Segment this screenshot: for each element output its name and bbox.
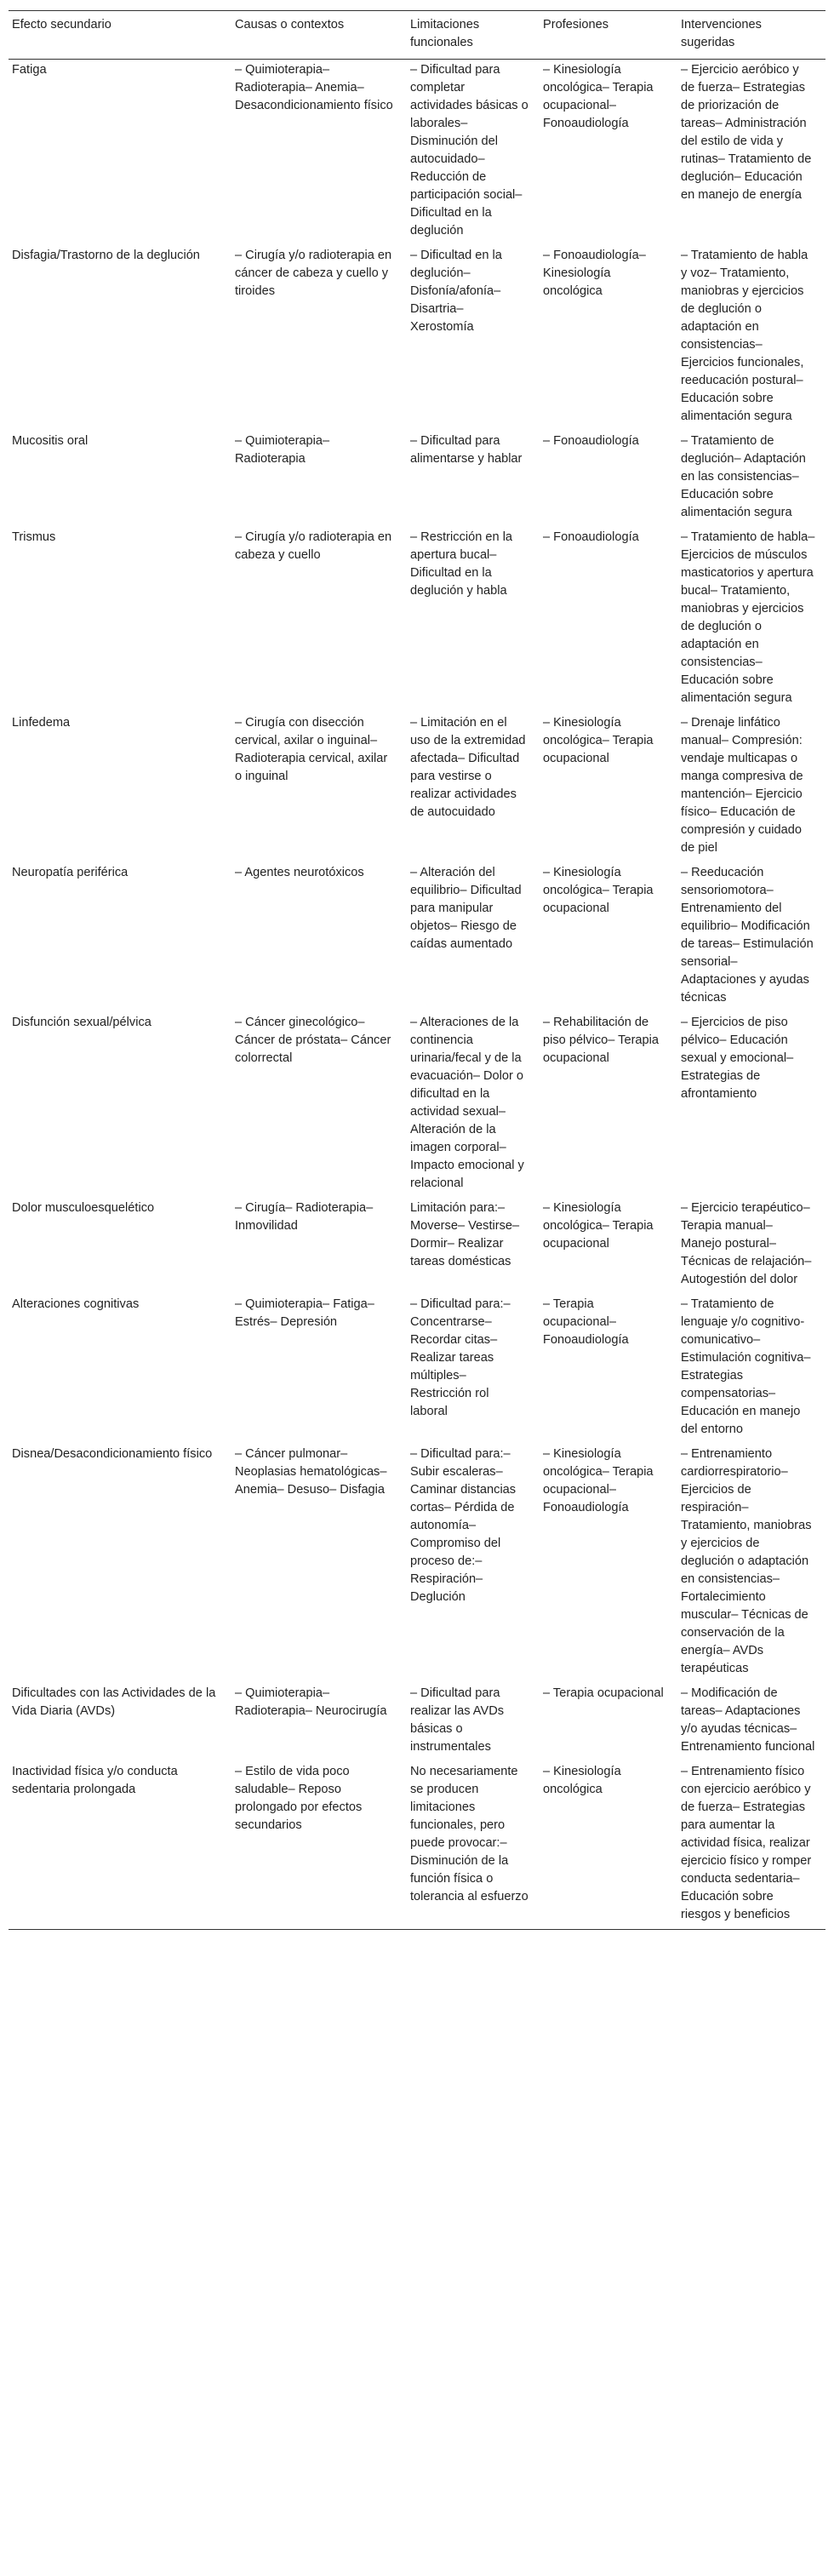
limitations-cell: Limitación para:– Moverse– Vestirse– Dormir– Realizar tareas domésticas — [410, 1201, 520, 1268]
limitations-cell: – Alteración del equilibrio– Dificultad para manipular objetos– Riesgo de caídas aumentado — [410, 866, 522, 951]
side-effect-cell: Neuropatía periférica — [12, 866, 129, 879]
limitations-cell: – Dificultad para:– Subir escaleras– Caminar distancias cortas– Pérdida de autonomía– Compromiso del proceso de:– Respiración– Deglución — [410, 1447, 517, 1604]
header-efecto-secundario: Efecto secundario — [9, 11, 231, 60]
professions-cell: – Kinesiología oncológica– Terapia ocupacional– Fonoaudiología — [543, 1447, 654, 1514]
professions-cell: – Kinesiología oncológica– Terapia ocupacional — [543, 866, 654, 915]
side-effects-table — [9, 10, 825, 1930]
interventions-cell: – Entrenamiento cardiorrespiratorio– Ejercicios de respiración– Tratamiento, maniobras y ejercicios de deglución o adaptación en consistencias– Fortalecimiento muscular– Técnicas de conservación de la energía– AVDs terapéuticas — [681, 1447, 812, 1675]
table-row — [9, 245, 825, 431]
header-intervenciones-sugeridas: Intervenciones sugeridas — [677, 11, 825, 60]
limitations-cell: – Dificultad para alimentarse y hablar — [410, 434, 523, 466]
interventions-cell: – Entrenamiento físico con ejercicio aeróbico y de fuerza– Estrategias para aumentar la actividad física, realizar ejercicio físico y romper conducta sedentaria– Educación sobre riesgos y beneficios — [677, 1761, 825, 1930]
side-effect-cell: Disnea/Desacondicionamiento físico — [12, 1447, 213, 1461]
causes-cell: – Quimioterapia– Radioterapia– Anemia– Desacondicionamiento físico — [235, 63, 393, 112]
table-row — [9, 1294, 825, 1444]
interventions-cell: – Ejercicio aeróbico y de fuerza– Estrategias de priorización de tareas– Administración del estilo de vida y rutinas– Tratamiento de deglución– Educación en manejo de energía — [681, 63, 812, 202]
table-row — [9, 713, 825, 862]
causes-cell: – Quimioterapia– Radioterapia — [235, 434, 330, 466]
header-row — [9, 11, 825, 60]
side-effect-cell: Alteraciones cognitivas — [12, 1297, 140, 1311]
causes-cell: – Cirugía– Radioterapia– Inmovilidad — [235, 1201, 374, 1233]
side-effect-cell: Fatiga — [12, 63, 47, 77]
side-effect-cell: Disfagia/Trastorno de la deglución — [12, 249, 200, 262]
side-effect-cell: Inactividad física y/o conducta sedentaria prolongada — [9, 1761, 231, 1930]
interventions-cell: – Ejercicios de piso pélvico– Educación sexual y emocional– Estrategias de afrontamiento — [681, 1016, 794, 1101]
professions-cell: – Rehabilitación de piso pélvico– Terapia ocupacional — [543, 1016, 660, 1065]
side-effect-cell: Linfedema — [12, 716, 71, 730]
interventions-cell: – Modificación de tareas– Adaptaciones y/o ayudas técnicas– Entrenamiento funcional — [681, 1686, 815, 1754]
table-row — [9, 527, 825, 713]
limitations-cell: – Dificultad para realizar las AVDs básicas o instrumentales — [410, 1686, 505, 1754]
table-row — [9, 1444, 825, 1683]
professions-cell: – Kinesiología oncológica– Terapia ocupacional — [543, 1201, 654, 1251]
professions-cell: – Kinesiología oncológica– Terapia ocupacional– Fonoaudiología — [543, 63, 654, 130]
table-row — [9, 1012, 825, 1198]
interventions-cell: – Tratamiento de deglución– Adaptación en las consistencias– Educación sobre alimentación segura — [681, 434, 806, 519]
side-effect-cell: Dolor musculoesquelético — [12, 1201, 155, 1215]
table-row — [9, 1683, 825, 1761]
table-row — [9, 1761, 825, 1930]
header-causas-contextos: Causas o contextos — [231, 11, 407, 60]
professions-cell: – Terapia ocupacional — [543, 1686, 664, 1700]
professions-cell: – Kinesiología oncológica– Terapia ocupacional — [543, 716, 654, 765]
side-effect-cell: Dificultades con las Actividades de la Vida Diaria (AVDs) — [12, 1686, 216, 1718]
causes-cell: – Cirugía y/o radioterapia en cáncer de cabeza y cuello y tiroides — [235, 249, 392, 298]
causes-cell: – Cáncer pulmonar– Neoplasias hematológicas– Anemia– Desuso– Disfagia — [235, 1447, 387, 1497]
professions-cell: – Fonoaudiología– Kinesiología oncológica — [543, 249, 646, 298]
interventions-cell: – Tratamiento de habla y voz– Tratamiento, maniobras y ejercicios de deglución o adaptación en consistencias– Ejercicios funcionales, reeducación postural– Educación sobre alimentación segura — [681, 249, 808, 423]
interventions-cell: – Reeducación sensoriomotora– Entrenamiento del equilibrio– Modificación de tareas– Estimulación sensorial– Adaptaciones y ayudas técnicas — [681, 866, 814, 1005]
causes-cell: – Cirugía con disección cervical, axilar o inguinal– Radioterapia cervical, axilar o inguinal — [235, 716, 388, 783]
side-effect-cell: Disfunción sexual/pélvica — [12, 1016, 151, 1029]
table-row — [9, 862, 825, 1012]
limitations-cell: – Limitación en el uso de la extremidad afectada– Dificultad para vestirse o realizar actividades de autocuidado — [410, 716, 526, 819]
header-profesiones: Profesiones — [540, 11, 677, 60]
causes-cell: – Quimioterapia– Fatiga– Estrés– Depresión — [235, 1297, 374, 1329]
interventions-cell: – Tratamiento de habla– Ejercicios de músculos masticatorios y apertura bucal– Tratamiento, maniobras y ejercicios de deglución o adaptación en consistencias– Educación sobre alimentación segura — [681, 530, 815, 705]
professions-cell: – Kinesiología oncológica — [540, 1761, 677, 1930]
limitations-cell: – Dificultad en la deglución– Disfonía/afonía– Disartria– Xerostomía — [410, 249, 502, 334]
causes-cell: – Cirugía y/o radioterapia en cabeza y cuello — [235, 530, 392, 562]
causes-cell: – Estilo de vida poco saludable– Reposo prolongado por efectos secundarios — [231, 1761, 407, 1930]
side-effect-cell: Mucositis oral — [12, 434, 89, 448]
table-body — [9, 60, 825, 1930]
table-row — [9, 60, 825, 246]
limitations-cell: – Alteraciones de la continencia urinaria/fecal y de la evacuación– Dolor o dificultad en la actividad sexual– Alteración de la imagen corporal– Impacto emocional y relacional — [410, 1016, 524, 1190]
professions-cell: – Terapia ocupacional– Fonoaudiología — [543, 1297, 629, 1347]
side-effect-cell: Trismus — [12, 530, 56, 544]
interventions-cell: – Tratamiento de lenguaje y/o cognitivo-comunicativo– Estimulación cognitiva– Estrategias compensatorias– Educación en manejo del entorno — [681, 1297, 811, 1436]
limitations-cell: – Dificultad para:– Concentrarse– Recordar citas– Realizar tareas múltiples– Restricción rol laboral — [410, 1297, 511, 1418]
professions-cell: – Fonoaudiología — [543, 530, 639, 544]
causes-cell: – Agentes neurotóxicos — [235, 866, 364, 879]
table-header — [9, 11, 825, 60]
limitations-cell: – Dificultad para completar actividades básicas o laborales– Disminución del autocuidado– Reducción de participación social– Dificultad en la deglución — [410, 63, 528, 238]
table-row — [9, 1198, 825, 1294]
causes-cell: – Cáncer ginecológico– Cáncer de próstata– Cáncer colorrectal — [235, 1016, 391, 1065]
professions-cell: – Fonoaudiología — [543, 434, 639, 448]
table-row — [9, 431, 825, 527]
interventions-cell: – Ejercicio terapéutico– Terapia manual– Manejo postural– Técnicas de relajación– Autogestión del dolor — [681, 1201, 812, 1286]
limitations-cell: No necesariamente se producen limitaciones funcionales, pero puede provocar:– Disminución de la función física o tolerancia al esfuerzo — [407, 1761, 540, 1930]
limitations-cell: – Restricción en la apertura bucal– Dificultad en la deglución y habla — [410, 530, 513, 598]
causes-cell: – Quimioterapia– Radioterapia– Neurocirugía — [235, 1686, 387, 1718]
interventions-cell: – Drenaje linfático manual– Compresión: vendaje multicapas o manga compresiva de mantención– Ejercicio físico– Educación de compresión y cuidado de piel — [681, 716, 803, 855]
header-limitaciones-funcionales: Limitaciones funcionales — [407, 11, 540, 60]
